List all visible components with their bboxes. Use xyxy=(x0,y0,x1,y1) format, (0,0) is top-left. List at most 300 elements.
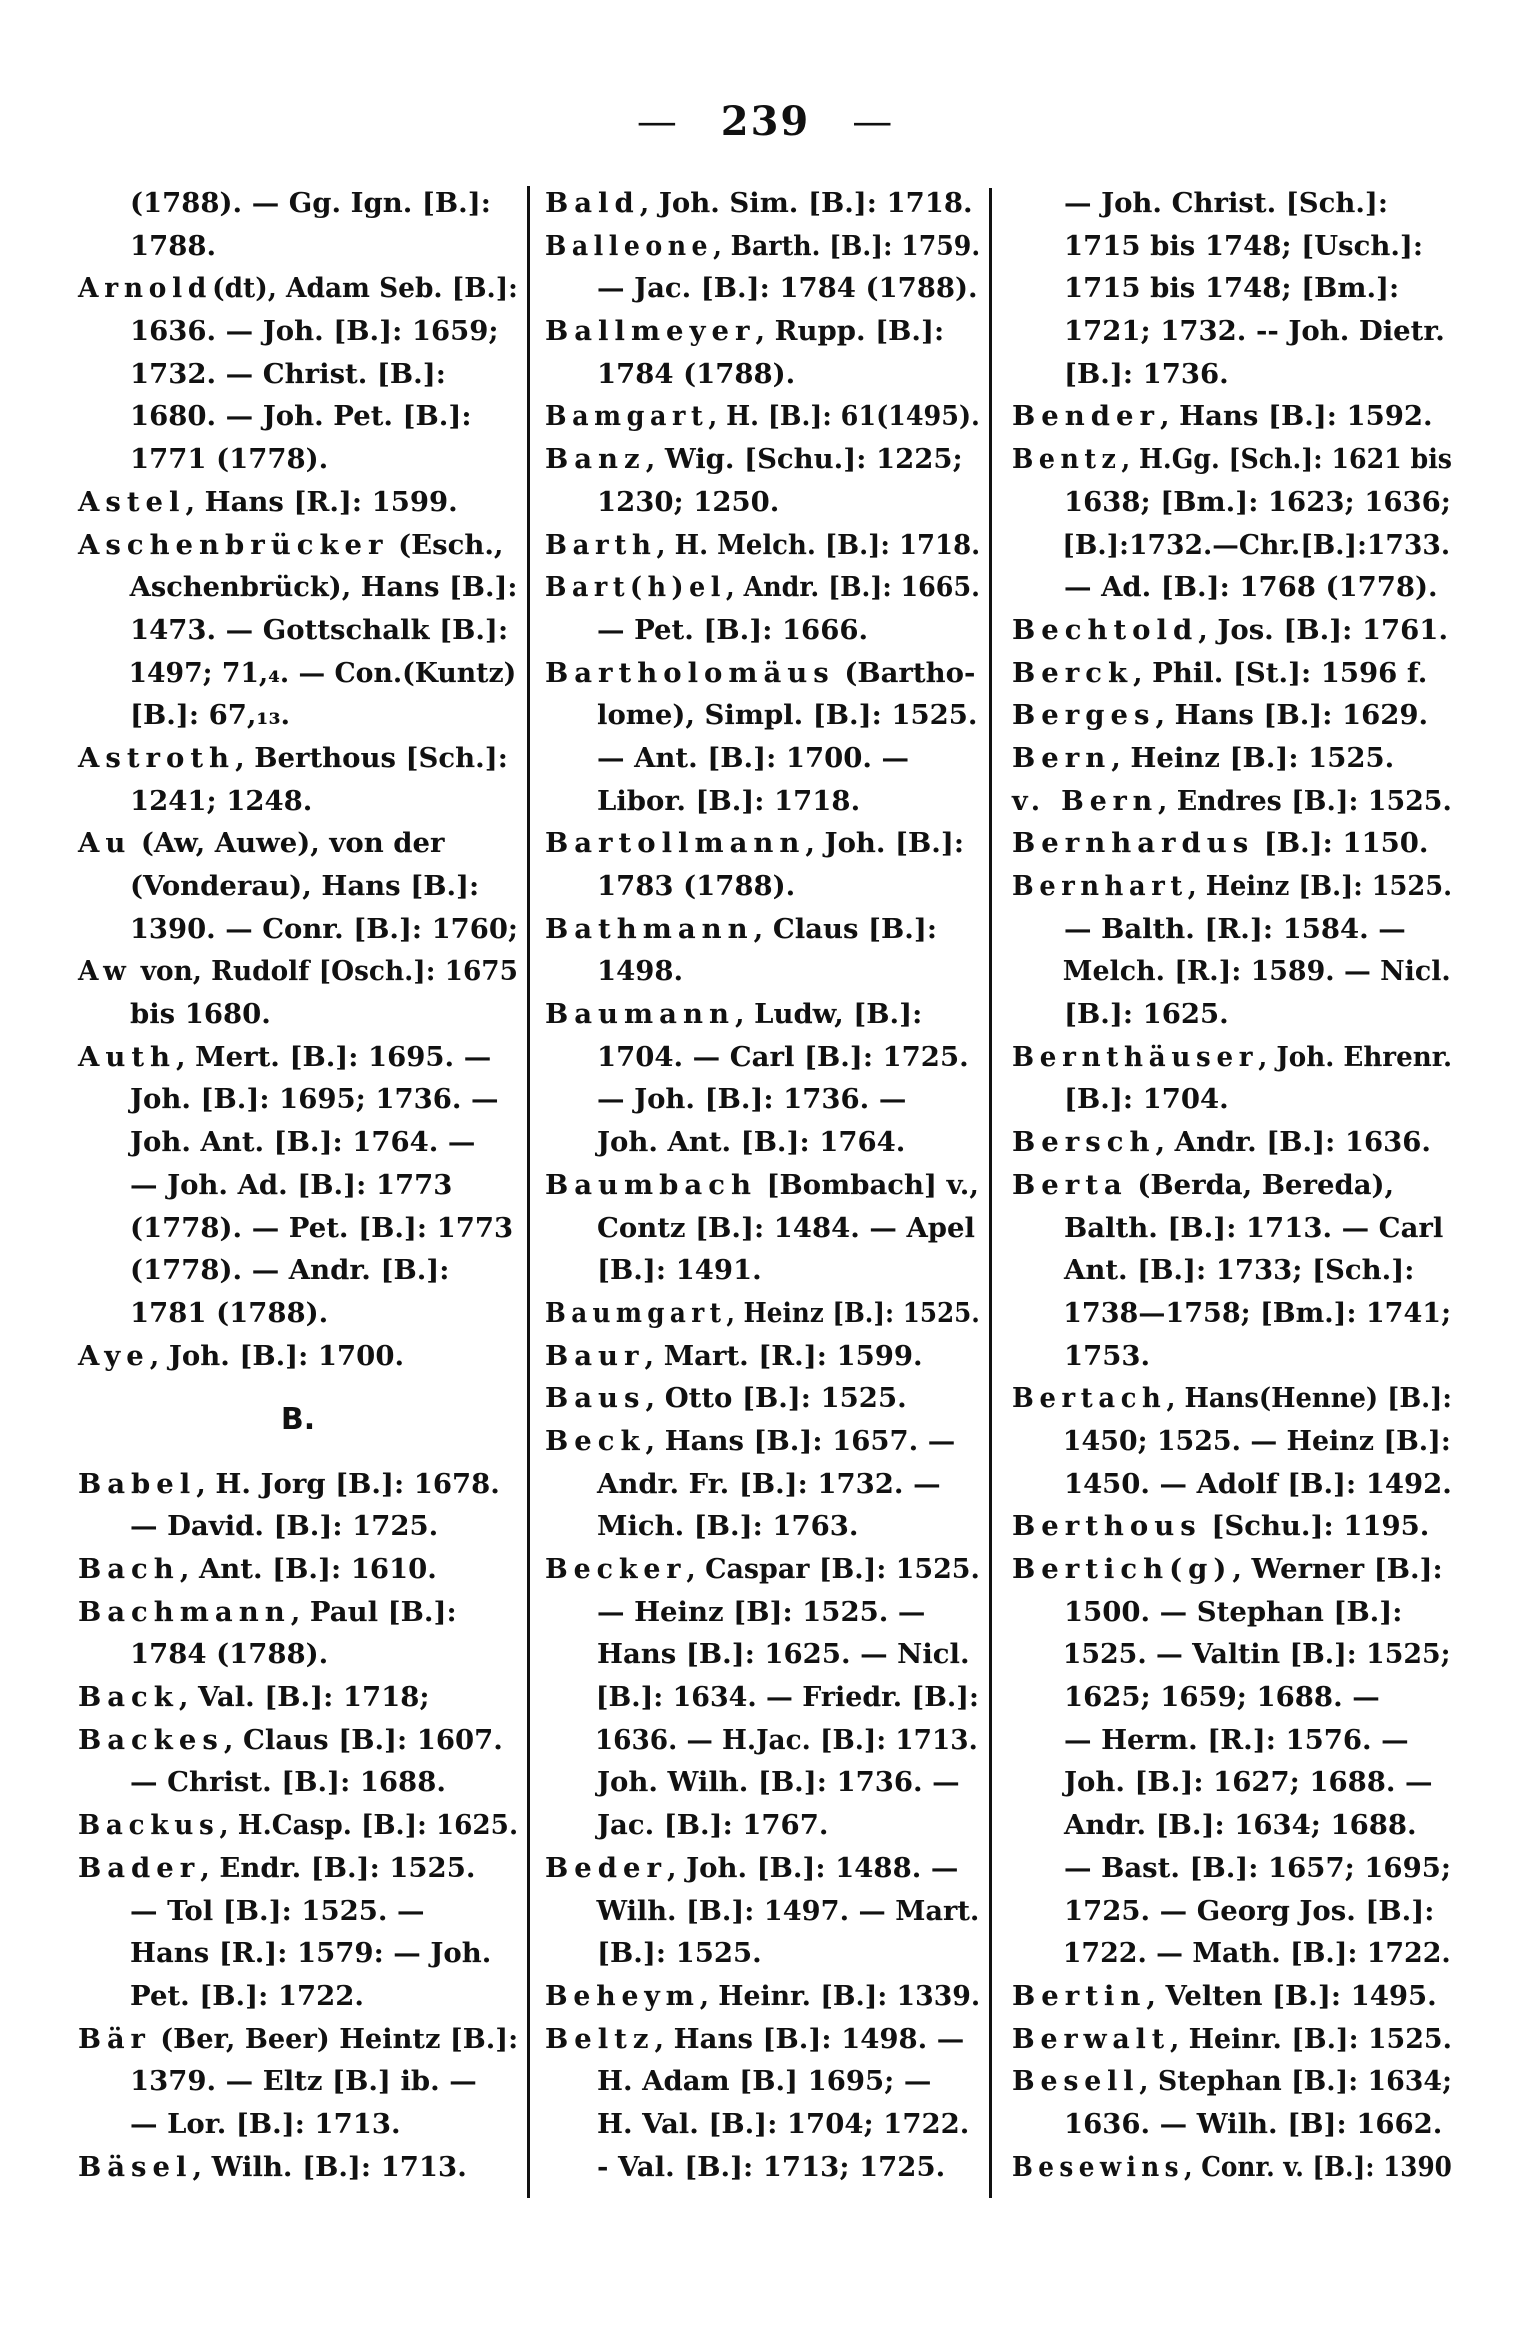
index-entry-continuation xyxy=(78,1121,518,1164)
index-entry xyxy=(1012,609,1452,652)
entry-text: lome), Simpl. [B.]: 1525. xyxy=(597,699,978,732)
entry-surname: Bernthäuser xyxy=(1012,1040,1259,1073)
entry-surname: Bertach xyxy=(1012,1382,1167,1415)
entry-text: , Heinz [B.]: 1525. xyxy=(1111,741,1395,774)
index-entry xyxy=(78,1847,518,1890)
index-entry-continuation xyxy=(545,1890,1031,1933)
page-number-value: 239 xyxy=(720,98,811,145)
index-entry-continuation xyxy=(1012,1676,1452,1719)
index-entry-continuation xyxy=(1012,1932,1503,1975)
entry-surname: Bär xyxy=(78,2022,151,2055)
index-entry xyxy=(1012,438,1452,481)
index-entry-continuation xyxy=(545,1633,980,1676)
entry-surname: Barth xyxy=(545,528,657,561)
entry-surname: Au xyxy=(78,827,132,860)
index-entry xyxy=(545,1548,980,1591)
index-entry-continuation xyxy=(545,1249,980,1292)
entry-text: [B.]: 1625. xyxy=(1064,998,1229,1031)
index-entry xyxy=(545,1975,980,2018)
index-entry xyxy=(1012,1975,1452,2018)
index-entry xyxy=(78,737,518,780)
index-entry xyxy=(78,2018,518,2061)
entry-text: 1525. — Valtin [B.]: 1525; xyxy=(1062,1638,1451,1671)
index-entry xyxy=(1012,1505,1452,1548)
index-entry-continuation xyxy=(78,395,518,438)
entry-text: (Vonderau), Hans [B.]: xyxy=(130,870,480,902)
index-entry-continuation xyxy=(545,1078,980,1121)
entry-text: Joh. [B.]: 1695; 1736. — xyxy=(130,1083,499,1116)
index-entry xyxy=(545,182,980,225)
entry-surname: Back xyxy=(78,1681,179,1714)
entry-text: 1788. xyxy=(130,229,217,262)
entry-text: — Joh. [B.]: 1736. — xyxy=(597,1083,907,1116)
index-entry-continuation xyxy=(78,908,570,951)
entry-surname: Bender xyxy=(1012,400,1160,433)
entry-surname: Baus xyxy=(545,1382,646,1415)
index-entry xyxy=(78,822,518,865)
entry-text: , Heinr. [B.]: 1525. xyxy=(1169,2022,1452,2055)
index-entry-continuation xyxy=(78,1761,518,1804)
entry-surname: Bartollmann xyxy=(545,827,806,860)
index-entry xyxy=(545,822,980,865)
index-entry-continuation xyxy=(545,1676,1031,1719)
entry-surname: Baumgart xyxy=(545,1296,727,1329)
entry-text: — Christ. [B.]: 1688. xyxy=(130,1766,446,1799)
entry-text: (Esch., xyxy=(388,528,504,561)
entry-surname: Backus xyxy=(78,1809,220,1842)
index-entry xyxy=(1012,1036,1452,1079)
index-entry-continuation xyxy=(1012,524,1502,567)
index-entry xyxy=(1012,694,1452,737)
index-entry xyxy=(1012,822,1452,865)
entry-surname: Bentz xyxy=(1012,443,1122,476)
index-entry-continuation xyxy=(78,780,518,823)
index-entry xyxy=(78,1036,518,1079)
index-entry xyxy=(1012,652,1452,695)
index-entry-continuation xyxy=(545,1804,980,1847)
index-entry-continuation xyxy=(78,993,518,1036)
entry-surname: Beheym xyxy=(545,1979,700,2012)
entry-surname: Bern xyxy=(1012,741,1112,774)
entry-text: Melch. [R.]: 1589. — Nicl. xyxy=(1062,955,1451,988)
index-entry-continuation xyxy=(1012,1078,1452,1121)
entry-text: 1783 (1788). xyxy=(597,870,796,902)
page-number-dash-left: — xyxy=(636,99,679,145)
entry-text: 1636. — Joh. [B.]: 1659; xyxy=(130,315,499,348)
entry-text: 1781 (1788). xyxy=(130,1296,329,1329)
entry-text: , Heinr. [B.]: 1339. xyxy=(699,1979,981,2012)
entry-surname: Besewins xyxy=(1012,2150,1185,2183)
entry-surname: Berta xyxy=(1012,1168,1128,1201)
index-entry-continuation xyxy=(545,737,980,780)
entry-text: , H. [B.]: 61(1495). xyxy=(708,400,980,433)
index-entry-continuation xyxy=(545,780,980,823)
entry-surname: Bäsel xyxy=(78,2150,193,2183)
index-column-left xyxy=(78,182,518,2188)
entry-text: (dt), Adam Seb. [B.]: xyxy=(212,272,518,305)
entry-surname: Beder xyxy=(545,1851,667,1884)
index-entry xyxy=(545,524,980,567)
entry-surname: Bamgart xyxy=(545,400,709,433)
entry-surname: Baur xyxy=(545,1339,645,1372)
index-entry-continuation xyxy=(1012,908,1452,951)
entry-text: Aschenbrück), Hans [B.]: xyxy=(129,571,518,604)
index-entry-continuation xyxy=(78,865,518,908)
entry-text: , Endr. [B.]: 1525. xyxy=(200,1851,476,1884)
index-entry-continuation xyxy=(78,652,568,695)
entry-text: 1379. — Eltz [B.] ib. — xyxy=(130,2065,477,2098)
index-entry-continuation xyxy=(1012,1249,1452,1292)
entry-text: , Rupp. [B.]: xyxy=(755,315,945,348)
index-entry-continuation xyxy=(78,182,518,225)
index-entry-continuation xyxy=(1012,1292,1503,1335)
entry-surname: Bathmann xyxy=(545,912,754,945)
entry-text: von, Rudolf [Osch.]: 1675 xyxy=(131,955,518,988)
entry-text: [B.]: 1525. xyxy=(597,1937,762,1970)
entry-text: 1241; 1248. xyxy=(130,784,313,817)
index-entry xyxy=(1012,2060,1452,2103)
entry-surname: Backes xyxy=(78,1723,224,1756)
entry-text: — Ant. [B.]: 1700. — xyxy=(597,741,910,774)
entry-text: Ant. [B.]: 1733; [Sch.]: xyxy=(1064,1254,1415,1287)
index-entry xyxy=(545,1292,980,1335)
entry-text: 1498. xyxy=(597,955,684,988)
index-entry-continuation xyxy=(545,2060,980,2103)
entry-text: [B.]: 67,₁₃. xyxy=(130,699,291,732)
entry-text: , Paul [B.]: xyxy=(290,1595,457,1628)
index-entry-continuation xyxy=(1012,267,1452,310)
index-entry-continuation xyxy=(78,1890,518,1933)
entry-text: 1450; 1525. — Heinz [B.]: xyxy=(1062,1424,1451,1457)
index-entry xyxy=(545,395,980,438)
entry-surname: Beltz xyxy=(545,2022,655,2055)
entry-text: , Wilh. [B.]: 1713. xyxy=(192,2150,467,2183)
entry-text: 1715 bis 1748; [Usch.]: xyxy=(1064,229,1424,262)
index-entry-continuation xyxy=(78,1207,518,1250)
entry-surname: Bernhart xyxy=(1012,870,1188,902)
entry-text: 1732. — Christ. [B.]: xyxy=(130,357,446,390)
index-entry xyxy=(545,1377,980,1420)
page-number xyxy=(0,98,1531,145)
entry-text: , Mart. [R.]: 1599. xyxy=(644,1339,923,1372)
index-entry xyxy=(545,652,980,695)
index-entry-continuation xyxy=(545,1121,980,1164)
index-entry xyxy=(78,1804,518,1847)
entry-surname: Aw xyxy=(78,955,132,988)
index-entry-continuation xyxy=(1012,1420,1503,1463)
entry-surname: Banz xyxy=(545,443,646,476)
index-entry-continuation xyxy=(78,438,518,481)
entry-text: (1778). — Pet. [B.]: 1773 xyxy=(130,1211,514,1244)
index-entry xyxy=(1012,2146,1452,2189)
entry-text: — David. [B.]: 1725. xyxy=(130,1510,439,1543)
index-entry xyxy=(545,1847,980,1890)
index-entry-continuation xyxy=(78,1932,518,1975)
entry-text: , Phil. [St.]: 1596 f. xyxy=(1133,656,1428,689)
entry-text: , Hans [B.]: 1592. xyxy=(1159,400,1433,433)
entry-surname: Arnold xyxy=(78,272,213,305)
entry-text: - Val. [B.]: 1713; 1725. xyxy=(597,2150,946,2183)
index-entry-continuation xyxy=(78,225,518,268)
entry-surname: Bechtold xyxy=(1012,613,1199,646)
entry-surname: Bernhardus xyxy=(1012,827,1255,860)
index-entry xyxy=(78,1591,518,1634)
entry-text: 1715 bis 1748; [Bm.]: xyxy=(1064,272,1400,305)
entry-surname: Aye xyxy=(78,1339,150,1372)
entry-text: 1784 (1788). xyxy=(130,1638,329,1671)
index-entry-continuation xyxy=(1012,1719,1452,1762)
entry-surname: Bachmann xyxy=(78,1595,291,1628)
index-entry-continuation xyxy=(1012,353,1452,396)
index-entry-continuation xyxy=(78,310,518,353)
entry-text: , Val. [B.]: 1718; xyxy=(178,1681,430,1714)
index-entry-continuation xyxy=(1012,1804,1452,1847)
entry-text: (1778). — Andr. [B.]: xyxy=(130,1254,450,1287)
entry-text: Joh. Wilh. [B.]: 1736. — xyxy=(597,1766,960,1799)
entry-text: Andr. Fr. [B.]: 1732. — xyxy=(597,1467,941,1500)
entry-surname: Besell xyxy=(1012,2065,1140,2098)
entry-text: 1704. — Carl [B.]: 1725. xyxy=(597,1040,969,1073)
entry-text: , Conr. v. [B.]: 1390 xyxy=(1184,2150,1452,2183)
index-entry-continuation xyxy=(1012,1463,1504,1506)
index-entry-continuation xyxy=(78,609,518,652)
entry-surname: Bartholomäus xyxy=(545,656,835,689)
entry-text: [Bombach] v., xyxy=(756,1168,979,1201)
entry-text: Joh. Ant. [B.]: 1764. — xyxy=(130,1126,476,1159)
entry-text: 1390. — Conr. [B.]: 1760; xyxy=(129,912,519,945)
index-entry-continuation xyxy=(545,1207,980,1250)
index-entry-continuation xyxy=(545,1932,980,1975)
entry-text: , Stephan [B.]: 1634; xyxy=(1139,2065,1452,2098)
entry-text: , Heinz [B.]: 1525. xyxy=(1187,870,1453,902)
entry-surname: Berthous xyxy=(1012,1510,1202,1543)
index-entry-continuation xyxy=(1012,1890,1452,1933)
entry-text: Libor. [B.]: 1718. xyxy=(597,784,861,817)
index-entry-continuation xyxy=(545,2146,980,2189)
column-divider-1 xyxy=(527,186,530,2198)
page-number-dash-right: — xyxy=(852,99,895,145)
entry-text: — Bast. [B.]: 1657; 1695; xyxy=(1064,1851,1451,1884)
index-entry-continuation xyxy=(1012,1591,1452,1634)
entry-text: , Barth. [B.]: 1759. xyxy=(713,229,981,262)
index-entry xyxy=(78,1335,518,1378)
entry-surname: Baumann xyxy=(545,998,735,1031)
index-entry xyxy=(1012,1164,1452,1207)
index-entry xyxy=(545,1335,980,1378)
entry-text: [B.]: 1634. — Friedr. [B.]: xyxy=(595,1681,979,1714)
index-entry-continuation xyxy=(1012,182,1452,225)
entry-text: , Caspar [B.]: 1525. xyxy=(686,1553,980,1585)
entry-text: — Ad. [B.]: 1768 (1778). xyxy=(1064,571,1438,604)
index-entry xyxy=(545,1164,980,1207)
index-entry xyxy=(78,2146,518,2189)
entry-surname: Bald xyxy=(545,187,640,219)
entry-text: — Balth. [R.]: 1584. — xyxy=(1064,912,1406,945)
entry-text: Jac. [B.]: 1767. xyxy=(597,1809,829,1842)
entry-text: , Ant. [B.]: 1610. xyxy=(179,1553,437,1586)
entry-text: , Claus [B.]: xyxy=(753,912,938,945)
entry-text: 1638; [Bm.]: 1623; 1636; xyxy=(1064,485,1451,518)
index-entry-continuation xyxy=(545,267,980,310)
index-entry xyxy=(545,566,980,609)
entry-text: 1680. — Joh. Pet. [B.]: xyxy=(130,400,472,433)
entry-text: Hans [B.]: 1625. — Nicl. xyxy=(597,1638,970,1671)
index-entry-continuation xyxy=(1012,1847,1452,1890)
index-entry xyxy=(78,524,518,567)
index-entry-continuation xyxy=(78,1975,518,2018)
entry-surname: v. Bern xyxy=(1012,784,1159,817)
entry-text: Contz [B.]: 1484. — Apel xyxy=(597,1211,975,1244)
index-entry xyxy=(78,267,518,310)
index-entry xyxy=(545,438,980,481)
index-entry xyxy=(1012,1548,1452,1591)
entry-text: (Ber, Beer) Heintz [B.]: xyxy=(150,2022,519,2055)
index-entry xyxy=(1012,1377,1452,1420)
index-entry-continuation xyxy=(1012,950,1503,993)
index-entry-continuation xyxy=(545,2103,980,2146)
entry-surname: Berges xyxy=(1012,699,1156,732)
entry-text: , Andr. [B.]: 1636. xyxy=(1155,1126,1431,1159)
entry-text: H. Adam [B.] 1695; — xyxy=(597,2065,932,2098)
entry-surname: Baumbach xyxy=(545,1168,757,1201)
entry-text: , Hans [R.]: 1599. xyxy=(185,485,458,518)
index-entry-continuation xyxy=(78,1078,518,1121)
index-column-right xyxy=(1012,182,1452,2188)
entry-text: — Tol [B.]: 1525. — xyxy=(130,1894,425,1927)
index-entry-continuation xyxy=(545,1761,980,1804)
entry-surname: Babel xyxy=(78,1467,197,1500)
entry-text: , Joh. [B.]: 1488. — xyxy=(666,1851,959,1884)
entry-text: Mich. [B.]: 1763. xyxy=(597,1510,859,1543)
index-entry xyxy=(1012,2018,1452,2061)
index-entry xyxy=(1012,780,1452,823)
entry-surname: Berck xyxy=(1012,656,1134,689)
entry-surname: Aschenbrücker xyxy=(78,528,389,561)
index-entry xyxy=(545,908,980,951)
entry-surname: Auth xyxy=(78,1040,177,1073)
entry-text: [B.]:1732.—Chr.[B.]:1733. xyxy=(1062,528,1451,561)
entry-surname: Bart(h)el xyxy=(545,571,726,604)
index-entry-continuation xyxy=(78,1505,518,1548)
index-entry xyxy=(545,993,980,1036)
index-entry xyxy=(1012,1121,1452,1164)
entry-text: , Werner [B.]: xyxy=(1232,1553,1443,1585)
index-entry-continuation xyxy=(78,353,518,396)
index-entry-continuation xyxy=(545,353,980,396)
entry-text: Hans [R.]: 1579: — Joh. xyxy=(130,1937,492,1970)
index-entry-continuation xyxy=(78,2103,518,2146)
entry-text: — Herm. [R.]: 1576. — xyxy=(1064,1723,1409,1756)
index-entry xyxy=(545,1420,980,1463)
index-entry xyxy=(1012,395,1452,438)
index-entry xyxy=(78,1719,518,1762)
entry-text: , Claus [B.]: 1607. xyxy=(223,1723,503,1756)
entry-text: , Joh. Ehrenr. xyxy=(1258,1040,1453,1073)
entry-text: Balth. [B.]: 1713. — Carl xyxy=(1064,1211,1444,1244)
entry-text: , Endres [B.]: 1525. xyxy=(1158,784,1452,817)
index-entry-continuation xyxy=(1012,310,1452,353)
entry-text: , H. Jorg [B.]: 1678. xyxy=(196,1467,500,1500)
entry-surname: Berwalt xyxy=(1012,2022,1170,2055)
entry-text: Andr. [B.]: 1634; 1688. xyxy=(1064,1809,1417,1842)
entry-text: , Joh. Sim. [B.]: 1718. xyxy=(639,187,973,219)
index-entry-continuation xyxy=(545,1463,980,1506)
entry-text: , H.Casp. [B.]: 1625. xyxy=(219,1809,519,1842)
entry-text: 1753. xyxy=(1064,1339,1151,1372)
entry-text: Wilh. [B.]: 1497. — Mart. xyxy=(596,1894,980,1927)
entry-text: — Joh. Ad. [B.]: 1773 xyxy=(130,1168,453,1201)
entry-text: , Andr. [B.]: 1665. xyxy=(725,571,980,604)
entry-surname: Bach xyxy=(78,1553,180,1586)
index-entry-continuation xyxy=(1012,1761,1452,1804)
entry-text: 1725. — Georg Jos. [B.]: xyxy=(1064,1894,1435,1927)
index-entry-continuation xyxy=(545,1591,980,1634)
entry-text: , Hans [B.]: 1629. xyxy=(1155,699,1429,732)
entry-text: , Velten [B.]: 1495. xyxy=(1146,1979,1437,2012)
entry-text: , Jos. [B.]: 1761. xyxy=(1198,613,1449,646)
index-entry xyxy=(545,225,980,268)
entry-text: , Joh. [B.]: 1700. xyxy=(149,1339,405,1372)
index-entry-continuation xyxy=(78,1249,518,1292)
entry-surname: Bader xyxy=(78,1851,201,1884)
entry-surname: Bertich(g) xyxy=(1012,1553,1233,1585)
index-entry xyxy=(78,1676,518,1719)
entry-text: Joh. Ant. [B.]: 1764. xyxy=(597,1126,906,1159)
index-entry-continuation xyxy=(545,865,980,908)
entry-text: 1473. — Gottschalk [B.]: xyxy=(130,613,509,646)
entry-text: 1738—1758; [Bm.]: 1741; xyxy=(1063,1296,1452,1329)
entry-text: , Hans(Henne) [B.]: xyxy=(1166,1382,1452,1415)
index-entry-continuation xyxy=(545,1036,980,1079)
entry-text: , H. Melch. [B.]: 1718. xyxy=(656,528,981,561)
index-entry-continuation xyxy=(78,566,569,609)
entry-text: — Heinz [B]: 1525. — xyxy=(597,1595,926,1628)
index-entry-continuation xyxy=(545,1719,1030,1762)
index-entry-continuation xyxy=(78,1633,518,1676)
entry-text: (Bartho- xyxy=(834,656,976,689)
entry-text: , Berthous [Sch.]: xyxy=(235,741,508,774)
index-entry xyxy=(78,1548,518,1591)
entry-text: 1636. — Wilh. [B]: 1662. xyxy=(1064,2107,1443,2140)
index-entry-continuation xyxy=(78,1164,518,1207)
entry-text: Pet. [B.]: 1722. xyxy=(130,1979,364,2012)
entry-text: Joh. [B.]: 1627; 1688. — xyxy=(1064,1766,1433,1799)
section-heading: B. xyxy=(280,1402,316,1438)
index-entry xyxy=(78,481,518,524)
entry-surname: Ballmeyer xyxy=(545,315,756,348)
index-entry-continuation xyxy=(545,694,980,737)
index-entry-continuation xyxy=(78,694,518,737)
index-entry-continuation xyxy=(545,1505,980,1548)
index-entry-continuation xyxy=(78,1292,518,1335)
entry-text: — Jac. [B.]: 1784 (1788). xyxy=(597,272,978,305)
entry-surname: Astroth xyxy=(78,741,236,774)
entry-text: [B.]: 1150. xyxy=(1254,827,1429,860)
entry-text: , Hans [B.]: 1498. — xyxy=(654,2022,965,2055)
entry-text: 1721; 1732. -- Joh. Dietr. xyxy=(1064,315,1445,348)
entry-text: — Joh. Christ. [Sch.]: xyxy=(1064,187,1389,219)
index-entry xyxy=(78,1463,518,1506)
index-entry-continuation xyxy=(1012,2103,1452,2146)
index-entry-continuation xyxy=(1012,1335,1452,1378)
entry-text: , Wig. [Schu.]: 1225; xyxy=(645,443,963,476)
entry-text: 1636. — H.Jac. [B.]: 1713. xyxy=(594,1723,978,1756)
entry-text: 1450. — Adolf [B.]: 1492. xyxy=(1063,1467,1452,1500)
entry-text: (Aw, Auwe), von der xyxy=(131,827,445,860)
entry-text: , Mert. [B.]: 1695. — xyxy=(176,1040,492,1073)
entry-text: 1625; 1659; 1688. — xyxy=(1064,1681,1380,1714)
entry-text: bis 1680. xyxy=(130,998,271,1031)
